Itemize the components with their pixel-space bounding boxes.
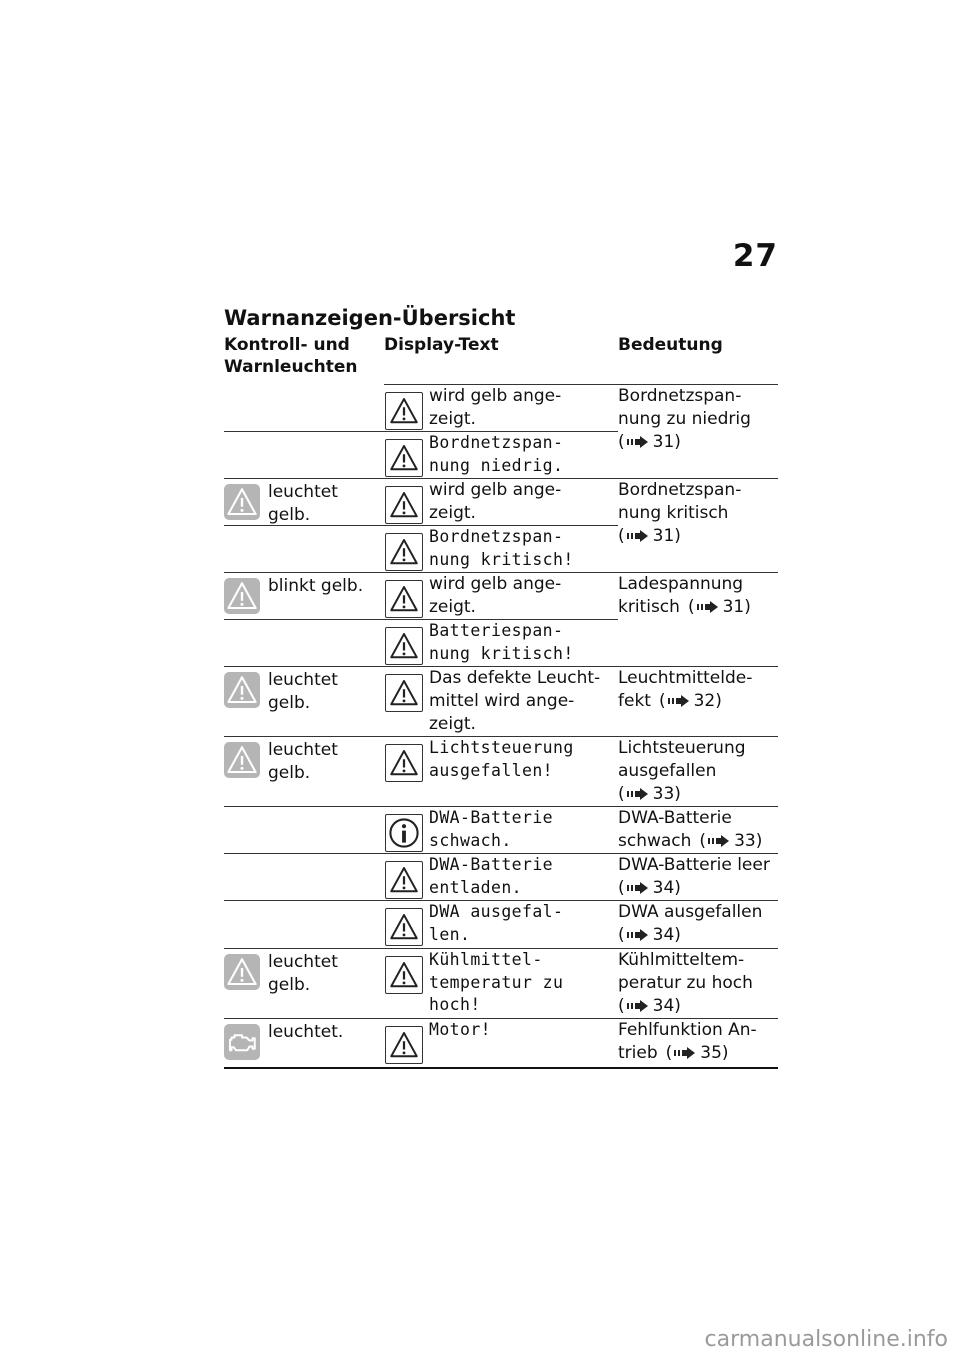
lamp-status-text: leuchtet gelb.: [268, 482, 338, 525]
column-header-lamps: Kontroll- und Warnleuchten: [224, 335, 358, 377]
warning-triangle-icon: [385, 674, 423, 712]
column-header-meaning: Bedeutung: [618, 335, 723, 355]
meaning-text: [618, 901, 778, 947]
warning-triangle-lamp-icon: [224, 672, 260, 708]
page-reference-number[interactable]: 33: [734, 831, 756, 851]
warning-triangle-icon: [385, 533, 423, 571]
page-reference-number[interactable]: 34: [652, 996, 675, 1016]
display-text: DWA-Batterie entladen.: [429, 855, 554, 897]
page-reference-number[interactable]: 31: [722, 597, 745, 617]
page-reference-number[interactable]: 33: [652, 784, 675, 804]
display-text: Bordnetzspan- nung kritisch!: [429, 527, 574, 569]
warning-triangle-icon: [385, 580, 423, 618]
page-reference-number[interactable]: 32: [693, 691, 716, 711]
warning-triangle-icon: [385, 486, 423, 524]
meaning-label: DWA-Batterie schwach: [618, 808, 732, 851]
page-reference[interactable]: ( 34): [618, 925, 681, 945]
display-text: wird gelb ange- zeigt.: [429, 574, 562, 617]
meaning-text: [618, 854, 778, 900]
meaning-label: DWA-Batterie leer: [618, 855, 770, 875]
page-reference-number[interactable]: 34: [652, 878, 675, 898]
display-text: wird gelb ange- zeigt.: [429, 480, 562, 523]
display-text: wird gelb ange- zeigt.: [429, 386, 562, 429]
lamp-status-text: leuchtet gelb.: [268, 740, 338, 783]
display-text: Bordnetzspan- nung niedrig.: [429, 433, 564, 475]
page-reference[interactable]: ( 33): [699, 831, 763, 851]
display-text: Batteriespan- nung kritisch!: [429, 621, 574, 663]
warning-triangle-icon: [385, 392, 423, 430]
watermark: carmanualsonline.info: [704, 1327, 948, 1352]
display-text: Motor!: [429, 1020, 492, 1039]
page-number: 27: [732, 238, 778, 274]
meaning-label: Kühlmitteltem- peratur zu hoch: [618, 950, 753, 993]
warning-triangle-lamp-icon: [224, 484, 260, 520]
page-reference[interactable]: ( 33): [618, 784, 681, 804]
page-reference-number[interactable]: 34: [652, 925, 675, 945]
meaning-text: [618, 479, 778, 548]
warning-triangle-icon: [385, 956, 423, 994]
warning-triangle-icon: [385, 908, 423, 946]
page-reference-number[interactable]: 35: [700, 1043, 722, 1063]
meaning-label: Fehlfunktion An- trieb: [618, 1020, 757, 1063]
warning-triangle-icon: [385, 1026, 423, 1064]
meaning-text: [618, 1019, 778, 1065]
lamp-status-text: leuchtet gelb.: [268, 670, 338, 713]
meaning-label: Bordnetzspan- nung kritisch: [618, 480, 742, 523]
lamp-status-text: leuchtet gelb.: [268, 952, 338, 995]
section-title: Warnanzeigen-Übersicht: [224, 306, 516, 330]
warning-triangle-icon: [385, 744, 423, 782]
meaning-text: [618, 573, 778, 619]
page-reference-number[interactable]: 31: [652, 432, 675, 452]
meaning-text: [618, 737, 778, 806]
warning-triangle-lamp-icon: [224, 742, 260, 778]
column-header-display-text: Display-Text: [384, 335, 499, 355]
info-icon: [385, 814, 423, 852]
meaning-label: DWA ausgefallen: [618, 902, 763, 922]
meaning-label: Lichtsteuerung ausgefallen: [618, 738, 746, 781]
page-reference[interactable]: ( 34): [618, 996, 681, 1016]
meaning-label: Ladespannung kritisch: [618, 574, 744, 617]
warning-triangle-lamp-icon: [224, 578, 260, 614]
page-reference-number[interactable]: 31: [652, 526, 675, 546]
meaning-text: [618, 949, 778, 1018]
page-reference[interactable]: ( 35): [665, 1043, 729, 1063]
display-text: DWA-Batterie schwach.: [429, 808, 554, 850]
lamp-status-text: leuchtet.: [268, 1022, 344, 1042]
engine-lamp-icon: [224, 1024, 260, 1060]
page-reference[interactable]: ( 31): [687, 597, 751, 617]
display-text: Kühlmittel- temperatur zu hoch!: [429, 950, 564, 1014]
page-reference[interactable]: ( 32): [658, 691, 722, 711]
warning-triangle-icon: [385, 627, 423, 665]
display-text: Das defekte Leucht- mittel wird ange- zeigt.: [429, 668, 601, 734]
page-reference[interactable]: ( 31): [618, 526, 681, 546]
meaning-label: Leuchtmittelde- fekt: [618, 668, 753, 711]
meaning-label: Bordnetzspan- nung zu niedrig: [618, 386, 751, 429]
page-reference[interactable]: ( 34): [618, 878, 681, 898]
display-text: Lichtsteuerung ausgefallen!: [429, 738, 574, 780]
lamp-status-text: blinkt gelb.: [268, 576, 364, 596]
meaning-text: [618, 385, 778, 454]
display-text: DWA ausgefal- len.: [429, 902, 564, 944]
warning-triangle-icon: [385, 861, 423, 899]
table-rule: [224, 1067, 778, 1069]
warning-triangle-icon: [385, 439, 423, 477]
meaning-text: [618, 667, 778, 713]
page-reference[interactable]: ( 31): [618, 432, 681, 452]
meaning-text: [618, 807, 778, 853]
warning-triangle-lamp-icon: [224, 954, 260, 990]
